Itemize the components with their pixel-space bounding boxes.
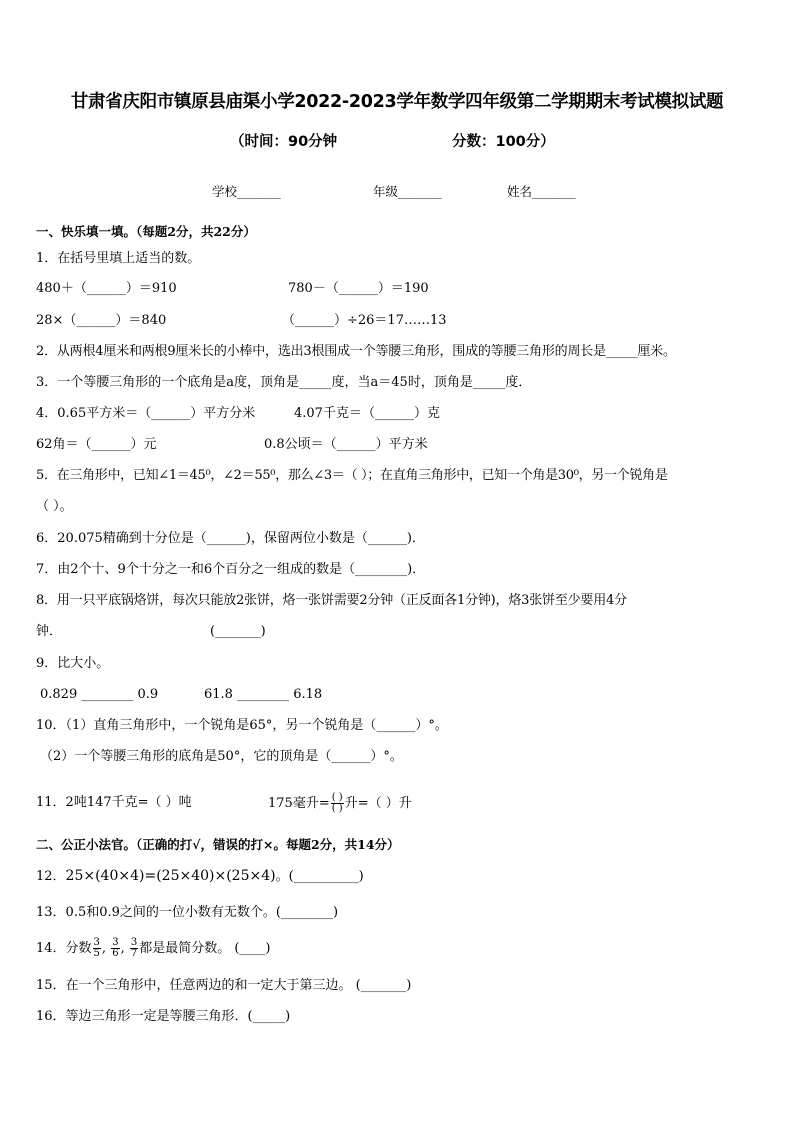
question-11b [268,793,412,814]
question-1c: 28×（______）＝840 [36,313,167,328]
page-title: 甘肃省庆阳市镇原县庙渠小学2022-2023学年数学四年级第二学期期末考试模拟试题 [70,92,724,112]
question-11b-prefix: 175毫升= [268,796,330,811]
fraction-denominator: ( ) [331,803,343,814]
fraction-numerator: 3 [130,937,138,948]
question-9b: 61.8 ________ 6.18 [204,687,323,702]
question-12-answer: 。(__________) [275,869,364,884]
fraction-3-5 [93,938,101,959]
question-7: 7．由2个十、9个十分之一和6个百分之一组成的数是（________)． [36,562,426,577]
question-13: 13．0.5和0.9之间的一位小数有无数个。(________) [36,905,339,920]
question-4b: 4.07千克＝（______）克 [294,406,440,421]
question-4c: 62角＝（______）元 [36,437,157,452]
question-11b-suffix: 升=（ ）升 [344,796,412,811]
fraction-denominator: 5 [93,948,100,959]
question-8: 8．用一只平底锅烙饼，每次只能放2张饼，烙一张饼需要2分钟（正反面各1分钟)，烙3张饼至少要用4分 [36,593,627,608]
fraction-numerator: 3 [93,937,100,948]
question-14-suffix: 都是最简分数。 (____) [139,941,271,956]
question-11a: 11．2吨147千克=（ ）吨 [36,795,192,810]
exam-score: 分数：100分） [452,134,555,150]
fraction-numerator: 3 [112,937,119,948]
fraction-denominator: 6 [112,948,119,959]
question-4a: 4．0.65平方米＝（______）平方分米 [36,406,256,421]
question-5-cont: （ ）。 [36,499,73,514]
question-12 [36,866,364,887]
fraction-3-7 [130,938,138,959]
question-12-label: 12． [36,869,66,884]
question-10b: （2）一个等腰三角形的底角是50°，它的顶角是（______）°。 [40,749,403,764]
section-1-heading: 一、快乐填一填。（每题2分，共22分） [36,224,256,239]
fraction-denominator: 7 [130,948,138,959]
question-14-prefix: 14．分数 [36,941,92,956]
question-3: 3．一个等腰三角形的一个底角是a度，顶角是_____度，当a＝45时，顶角是_____度． [36,375,532,390]
question-15: 15．在一个三角形中，任意两边的和一定大于第三边。 (_______) [36,978,412,993]
question-1a: 480＋（______）＝910 [36,281,177,296]
question-8-cont: 钟． [36,624,63,639]
question-5: 5．在三角形中，已知∠1＝45⁰，∠2＝55⁰，那么∠3＝（ ）；在直角三角形中，已知一个角是30⁰，另一个锐角是 [36,468,668,483]
question-1: 1．在括号里填上适当的数。 [36,251,201,266]
question-9a: 0.829 ________ 0.9 [40,687,159,702]
question-10a: 10．（1）直角三角形中，一个锐角是65°，另一个锐角是（______）°。 [36,718,448,733]
fraction-numerator: ( ) [331,792,343,803]
question-8-answer: (_______) [210,624,266,639]
school-field: 学校_______ [212,184,281,199]
section-2-heading: 二、公正小法官。（正确的打√，错误的打×。每题2分，共14分） [36,837,400,852]
name-field: 姓名_______ [507,184,576,199]
question-9: 9．比大小。 [36,656,110,671]
exam-time: （时间：90分钟 [230,134,338,150]
fraction-3-6 [111,938,119,959]
question-1d: （______）÷26＝17……13 [282,313,447,328]
question-1b: 780－（______）＝190 [288,281,429,296]
question-16: 16．等边三角形一定是等腰三角形．(_____) [36,1009,291,1024]
question-2: 2．从两根4厘米和两根9厘米长的小棒中，选出3根围成一个等腰三角形，围成的等腰三角形的周长是_____厘米。 [36,344,676,359]
question-12-expression: 25×(40×4)=(25×40)×(25×4) [65,868,276,884]
question-4d: 0.8公顷＝（______）平方米 [264,437,428,452]
question-6: 6．20.075精确到十分位是（______)，保留两位小数是（______)． [36,531,425,546]
question-14: 14．分数 $\frac{3}{5}$ , $\frac{3}{6}$ , $\frac{3}{7}$ 都是最简分数。 (____) [36,937,271,959]
question-11b-fraction [331,793,344,814]
grade-field: 年级_______ [373,184,442,199]
